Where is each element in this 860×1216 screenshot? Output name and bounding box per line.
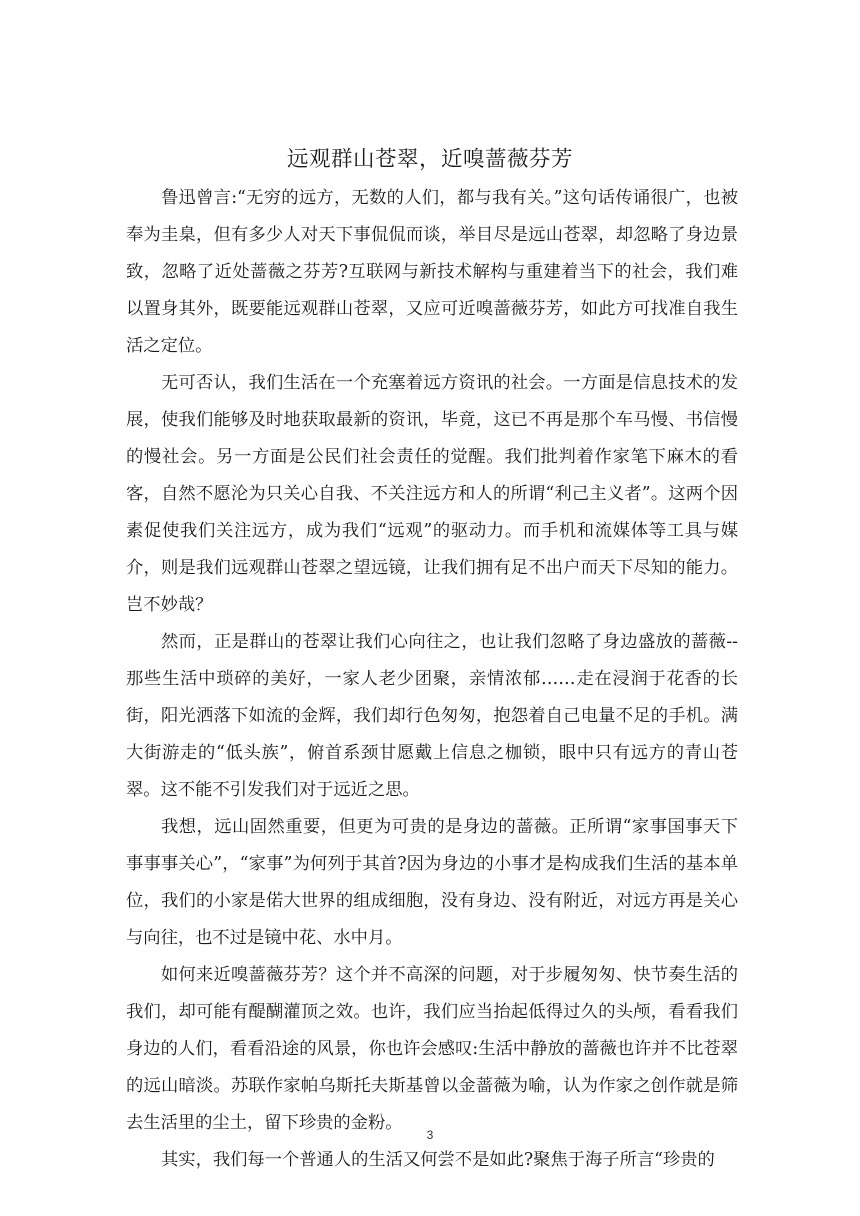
paragraph-1: 鲁迅曾言:“无穷的远方，无数的人们，都与我有关。”这句话传诵很广，也被奉为圭臬，但有多少人对天下事侃侃而谈，举目尽是远山苍翠，却忽略了身边景致，忽略了近处蔷薇之芬芳?互联网与新技术解构与重建着当下的社会，我们难以置身其外，既要能远观群山苍翠，又应可近嗅蔷薇芬芳，如此方可找准自我生活之定位。 — [126, 188, 738, 356]
essay-title: 远观群山苍翠，近嗅蔷薇芬芳 — [286, 147, 573, 172]
paragraph-3: 然而，正是群山的苍翠让我们心向往之，也让我们忽略了身边盛放的蔷薇--那些生活中琐碎的美好，一家人老少团聚，亲情浓郁……走在浸润于花香的长街，阳光洒落下如流的金辉，我们却行色匆匆，抱怨着自己电量不足的手机。满大街游走的“低头族”，俯首系颈甘愿戴上信息之枷锁，眼中只有远方的青山苍翠。这不能不引发我们对于远近之思。 — [126, 632, 738, 800]
paragraph-2: 无可否认，我们生活在一个充塞着远方资讯的社会。一方面是信息技术的发展，使我们能够及时地获取最新的资讯，毕竟，这已不再是那个车马慢、书信慢的慢社会。另一方面是公民们社会责任的觉醒。我们批判着作家笔下麻木的看客，自然不愿沦为只关心自我、不关注远方和人的所谓“利己主义者”。这两个因素促使我们关注远方，成为我们“远观”的驱动力。而手机和流媒体等工具与媒介，则是我们远观群山苍翠之望远镜，让我们拥有足不出户而天下尽知的能力。岂不妙哉？ — [126, 373, 738, 615]
page-number: 3 — [426, 1128, 434, 1142]
paragraph-4: 我想，远山固然重要，但更为可贵的是身边的蔷薇。正所谓“家事国事天下事事事关心”，“家事”为何列于其首?因为身边的小事才是构成我们生活的基本单位，我们的小家是偌大世界的组成细胞，没有身边、没有附近，对远方再是关心与向往，也不过是镜中花、水中月。 — [126, 817, 738, 948]
essay-body — [126, 180, 738, 1179]
paragraph-6: 其实，我们每一个普通人的生活又何尝不是如此?聚焦于海子所言“珍贵的 — [161, 1150, 715, 1170]
paragraph-5: 如何来近嗅蔷薇芬芳？这个并不高深的问题，对于步履匆匆、快节奏生活的我们，却可能有醍醐灌顶之效。也许，我们应当抬起低得过久的头颅，看看我们身边的人们，看看沿途的风景，你也许会感叹:生活中静放的蔷薇也许并不比苍翠的远山暗淡。苏联作家帕乌斯托夫斯基曾以金蔷薇为喻，认为作家之创作就是筛去生活里的尘土，留下珍贵的金粉。 — [126, 965, 738, 1133]
